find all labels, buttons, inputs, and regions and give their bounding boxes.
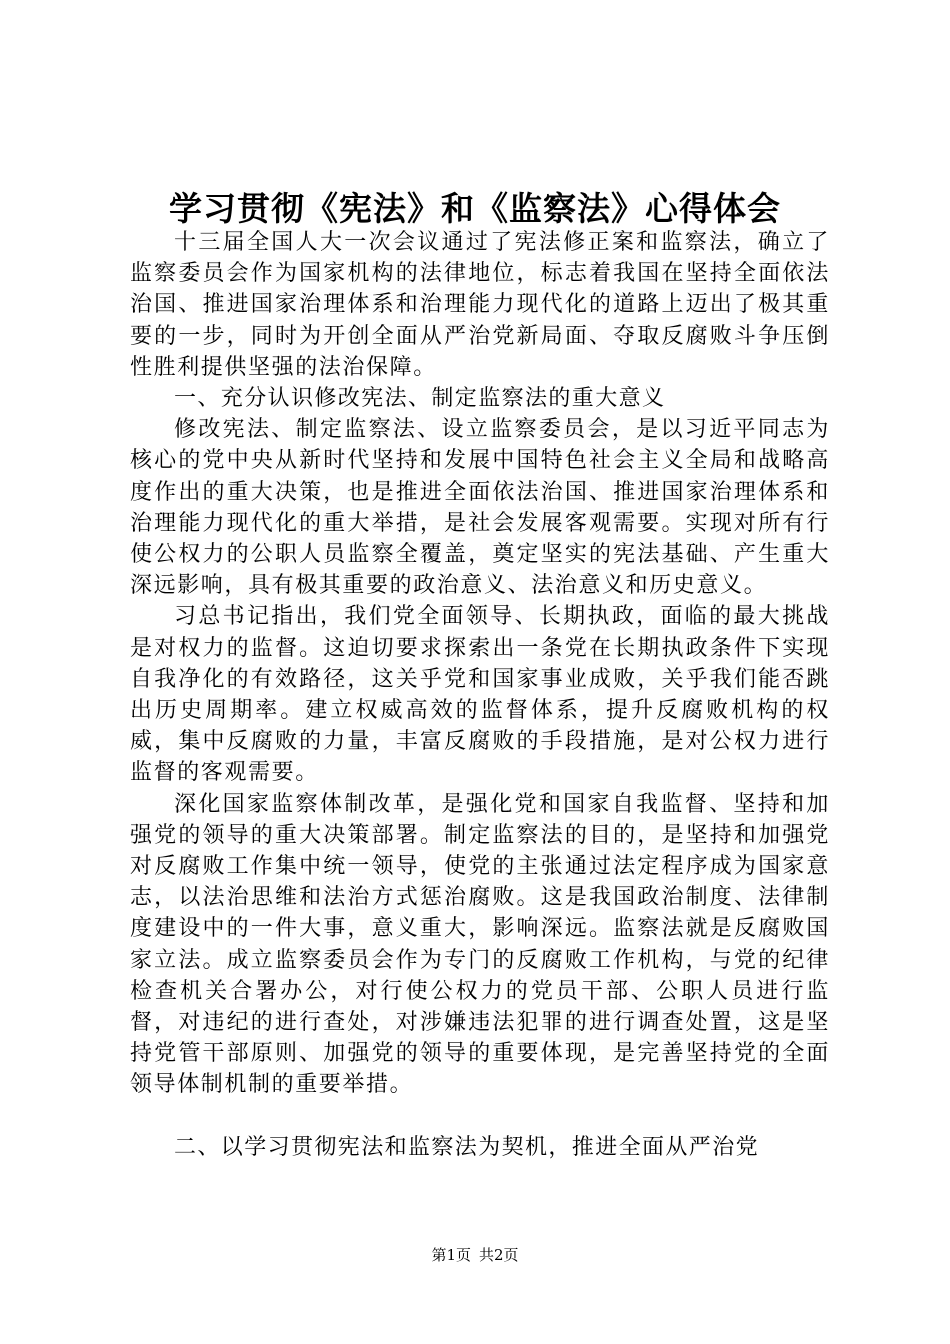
section-heading-1: 一、充分认识修改宪法、制定监察法的重大意义	[174, 386, 666, 412]
document-title: 学习贯彻《宪法》和《监察法》心得体会	[169, 189, 781, 228]
paragraph-significance: 修改宪法、制定监察法、设立监察委员会，是以习近平同志为核心的党中央从新时代坚持和发展中国特色社会主义全局和战略高度作出的重大决策，也是推进全面依法治国、推进国家治理体系和治理能力现代化的重大举措，是社会发展客观需要。实现对所有行使公权力的公职人员监察全覆盖，奠定坚实的宪法基础、产生重大深远影响，具有极其重要的政治意义、法治意义和历史意义。	[130, 417, 830, 599]
page-total: 共2页	[479, 1246, 519, 1264]
document-body	[130, 227, 830, 1163]
paragraph-reform: 深化国家监察体制改革，是强化党和国家自我监督、坚持和加强党的领导的重大决策部署。制定监察法的目的，是坚持和加强党对反腐败工作集中统一领导，使党的主张通过法定程序成为国家意志，以法治思维和法治方式惩治腐败。这是我国政治制度、法律制度建设中的一件大事，意义重大，影响深远。监察法就是反腐败国家立法。成立监察委员会作为专门的反腐败工作机构，与党的纪律检查机关合署办公，对行使公权力的党员干部、公职人员进行监督，对违纪的进行查处，对涉嫌违法犯罪的进行调查处置，这是坚持党管干部原则、加强党的领导的重要体现，是完善坚持党的全面领导体制机制的重要举措。	[130, 791, 830, 1098]
page-footer	[0, 1245, 950, 1265]
paragraph-xi-quote: 习总书记指出，我们党全面领导、长期执政，面临的最大挑战是对权力的监督。这迫切要求探索出一条党在长期执政条件下实现自我净化的有效路径，这关乎党和国家事业成败，关乎我们能否跳出历史周期率。建立权威高效的监督体系，提升反腐败机构的权威，集中反腐败的力量，丰富反腐败的手段措施，是对公权力进行监督的客观需要。	[130, 604, 830, 786]
page-number: 第1页	[431, 1246, 471, 1264]
paragraph-intro: 十三届全国人大一次会议通过了宪法修正案和监察法，确立了监察委员会作为国家机构的法律地位，标志着我国在坚持全面依法治国、推进国家治理体系和治理能力现代化的道路上迈出了极其重要的一步，同时为开创全面从严治党新局面、夺取反腐败斗争压倒性胜利提供坚强的法治保障。	[130, 230, 830, 380]
section-heading-2: 二、以学习贯彻宪法和监察法为契机，推进全面从严治党	[174, 1134, 760, 1160]
